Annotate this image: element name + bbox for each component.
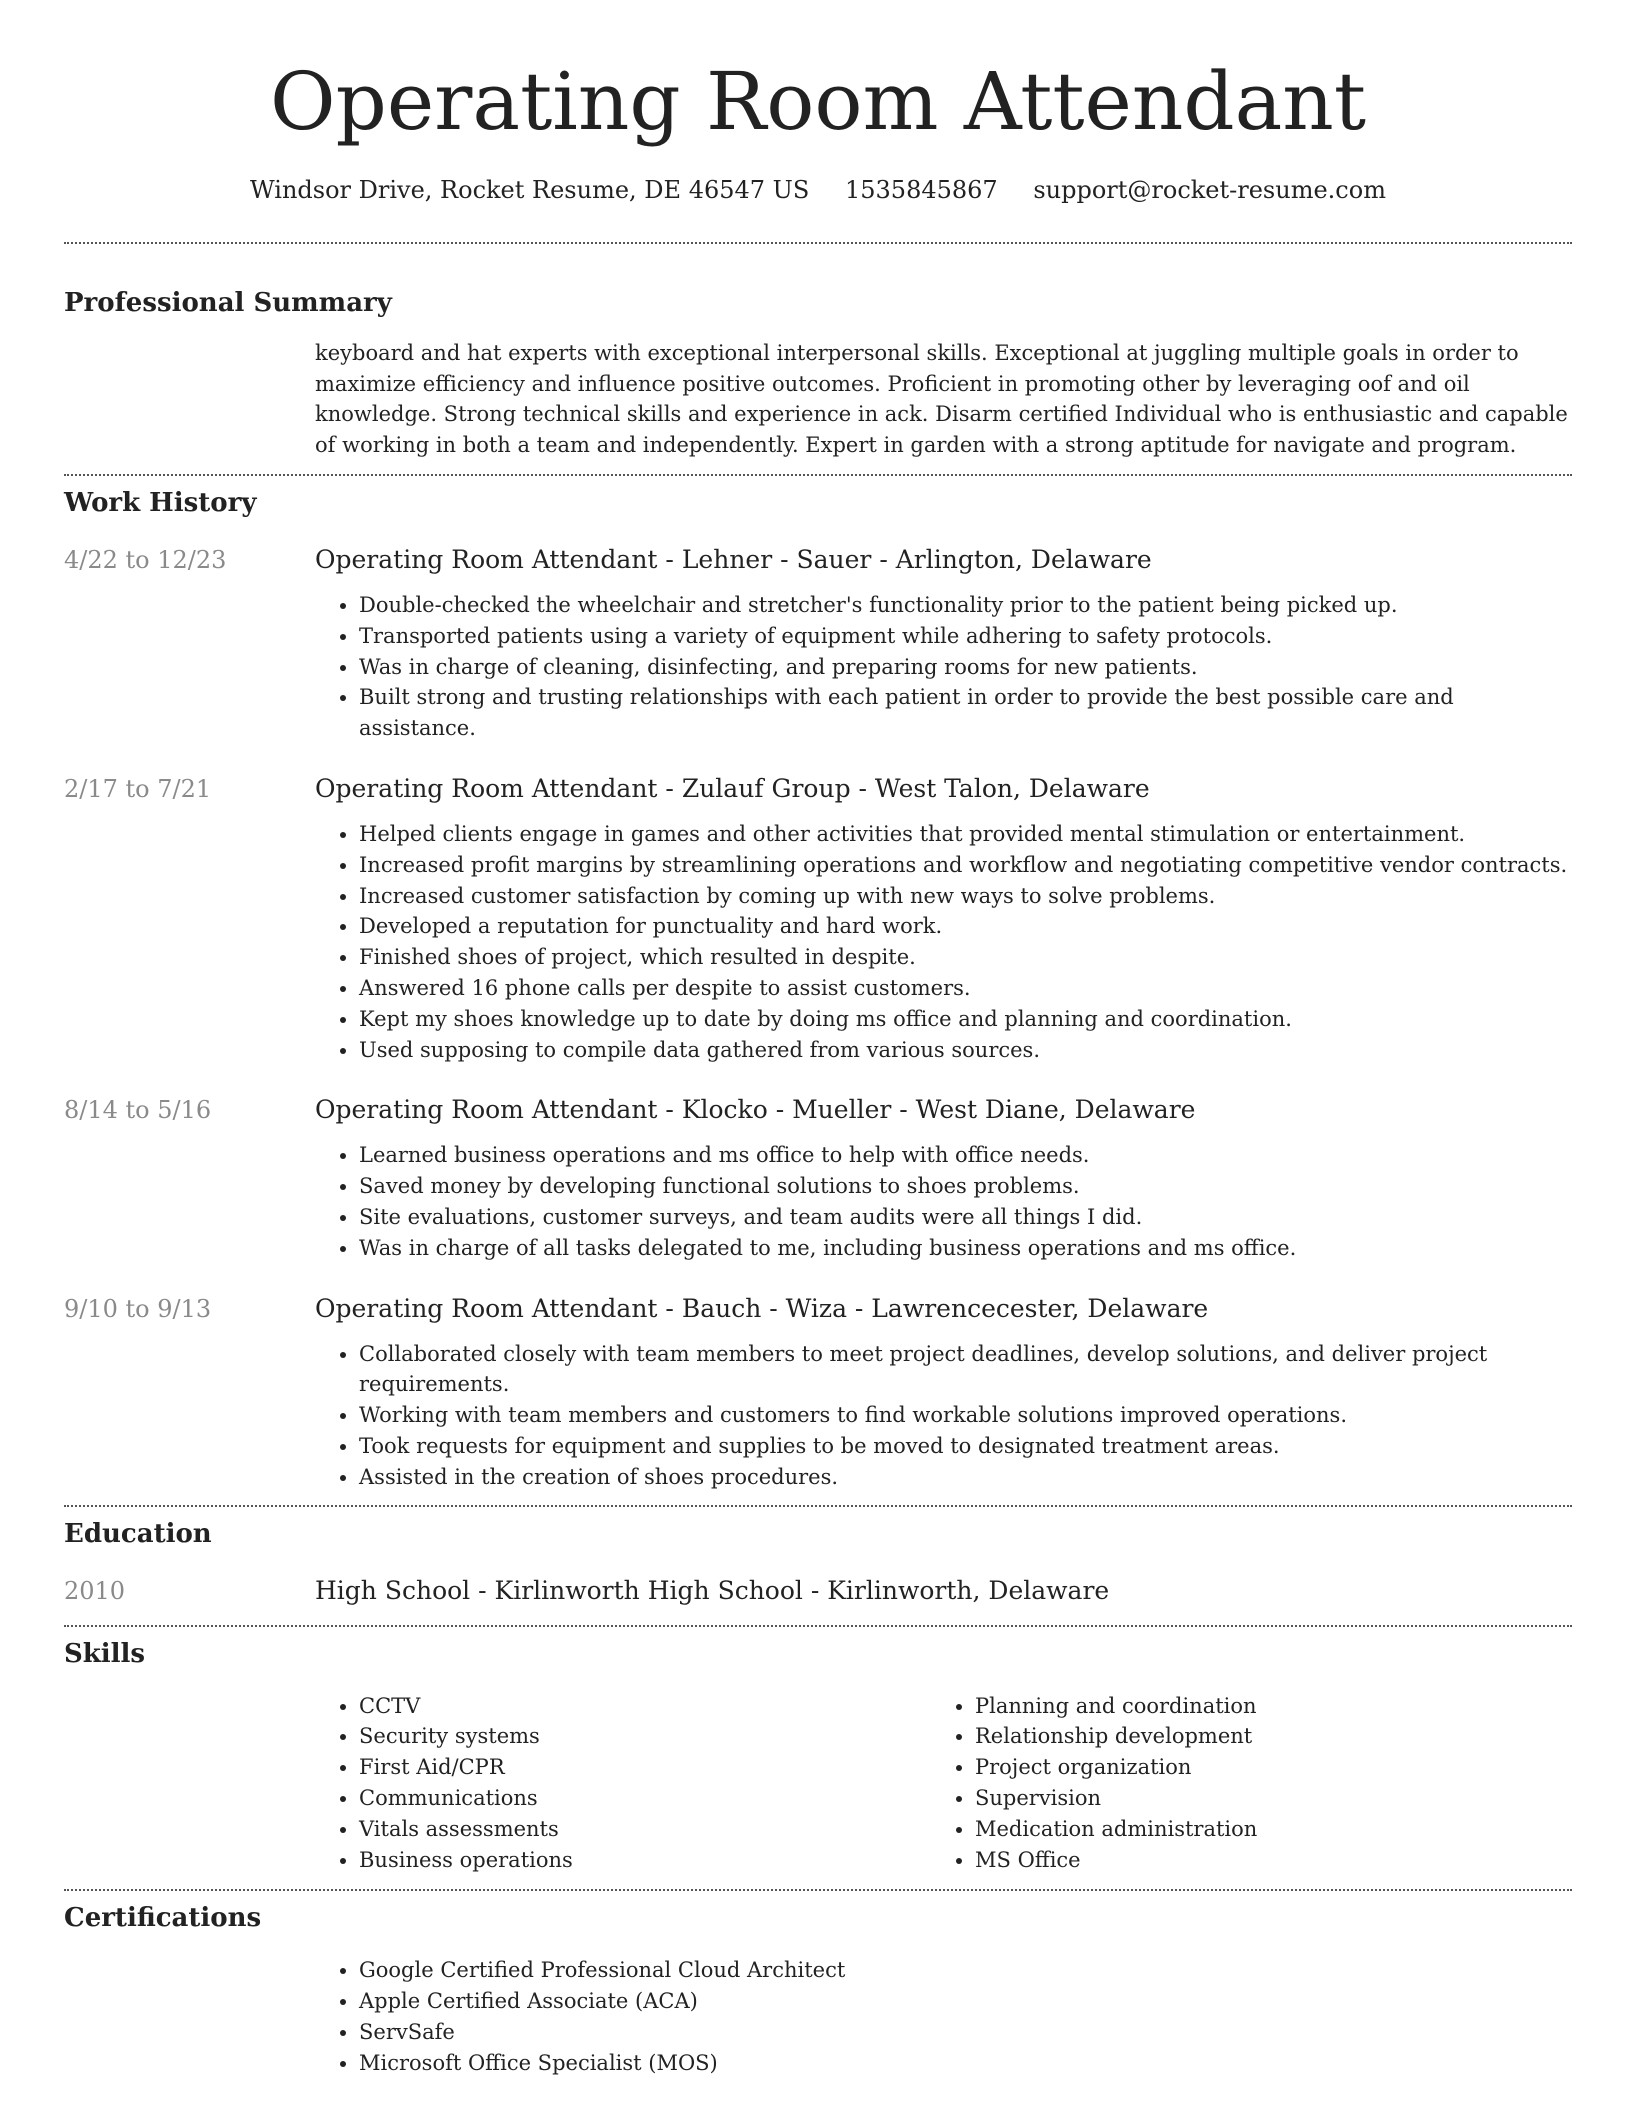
education-date: 2010	[64, 1576, 126, 1605]
list-item: • Supervision	[975, 1783, 1547, 1814]
list-item: • Medication administration	[975, 1814, 1547, 1845]
list-item: • Learned business operations and ms office to help with office needs.	[359, 1140, 1572, 1171]
section-title-work: Work History	[64, 488, 257, 518]
list-item: • Helped clients engage in games and other activities that provided mental stimulation or entertainment.	[359, 819, 1572, 850]
list-item: • Project organization	[975, 1752, 1547, 1783]
divider	[64, 1889, 1572, 1891]
job-entry	[64, 544, 1572, 744]
job-date: 4/22 to 12/23	[64, 546, 227, 574]
list-item: • Developed a reputation for punctuality and hard work.	[359, 911, 1572, 942]
list-item: • ServSafe	[359, 2017, 1572, 2048]
job-entry	[64, 1293, 1572, 1493]
job-date: 8/14 to 5/16	[64, 1096, 212, 1125]
address-text: Windsor Drive, Rocket Resume, DE 46547 US	[250, 176, 810, 204]
candidate-name: Operating Room Attendant	[270, 55, 1366, 148]
job-title: Operating Room Attendant - Klocko - Mueller - West Diane, Delaware	[315, 1095, 1196, 1125]
education-title: High School - Kirlinworth High School - Kirlinworth, Delaware	[315, 1575, 1110, 1605]
list-item: • Increased customer satisfaction by coming up with new ways to solve problems.	[359, 881, 1572, 912]
education-section	[64, 1517, 1572, 1607]
list-item: • Kept my shoes knowledge up to date by doing ms office and planning and coordination.	[359, 1004, 1572, 1035]
list-item: • Communications	[359, 1783, 931, 1814]
job-bullets	[315, 1140, 1572, 1263]
certifications-section	[64, 1901, 1572, 2078]
list-item: • Planning and coordination	[975, 1691, 1547, 1722]
divider	[64, 1625, 1572, 1627]
list-item: • Site evaluations, customer surveys, and team audits were all things I did.	[359, 1202, 1572, 1233]
list-item: • Apple Certified Associate (ACA)	[359, 1986, 1572, 2017]
list-item: • Double-checked the wheelchair and stretcher's functionality prior to the patient being picked up.	[359, 590, 1572, 621]
list-item: • MS Office	[975, 1845, 1547, 1876]
skills-section	[64, 1637, 1572, 1876]
list-item: • Finished shoes of project, which resulted in despite.	[359, 942, 1572, 973]
job-bullets	[315, 590, 1572, 744]
list-item: • Increased profit margins by streamlining operations and workflow and negotiating competitive vendor contracts.	[359, 850, 1572, 881]
email-text: support@rocket-resume.com	[1033, 176, 1386, 204]
section-title-skills: Skills	[64, 1638, 146, 1669]
list-item: • Transported patients using a variety of equipment while adhering to safety protocols.	[359, 621, 1572, 652]
job-entry	[64, 1094, 1572, 1263]
list-item: • Google Certified Professional Cloud Architect	[359, 1955, 1572, 1986]
list-item: • Business operations	[359, 1845, 931, 1876]
summary-text: keyboard and hat experts with exceptional interpersonal skills. Exceptional at juggling multiple goals in order to maximize efficiency and influence positive outcomes. Proficient in promoting other by leveraging oof and oil knowledge. Strong technical skills and experience in ack. Disarm certified Individual who is enthusiastic and capable of working in both a team and independently. Expert in garden with a strong aptitude for navigate and program.	[315, 341, 1568, 457]
job-title: Operating Room Attendant - Lehner - Sauer - Arlington, Delaware	[315, 545, 1152, 574]
list-item: • Built strong and trusting relationships with each patient in order to provide the best possible care and assistance.	[359, 682, 1572, 744]
divider	[64, 474, 1572, 476]
list-item: • Assisted in the creation of shoes procedures.	[359, 1462, 1572, 1493]
phone-text: 1535845867	[844, 176, 998, 204]
job-date: 2/17 to 7/21	[64, 774, 212, 803]
work-history-section	[64, 486, 1572, 1493]
skills-list-right	[931, 1691, 1547, 1876]
summary-section	[64, 286, 1572, 460]
list-item: • Vitals assessments	[359, 1814, 931, 1845]
list-item: • Took requests for equipment and supplies to be moved to designated treatment areas.	[359, 1431, 1572, 1462]
skills-list-left	[315, 1691, 931, 1876]
list-item: • CCTV	[359, 1691, 931, 1722]
job-bullets	[315, 1339, 1572, 1493]
list-item: • Saved money by developing functional solutions to shoes problems.	[359, 1171, 1572, 1202]
divider	[64, 1505, 1572, 1507]
job-title: Operating Room Attendant - Zulauf Group - West Talon, Delaware	[315, 773, 1150, 803]
resume-page	[64, 0, 1572, 2079]
section-title-summary: Professional Summary	[64, 288, 392, 318]
section-title-certifications: Certifications	[64, 1903, 262, 1934]
job-bullets	[315, 819, 1572, 1065]
list-item: • Relationship development	[975, 1721, 1547, 1752]
job-date: 9/10 to 9/13	[64, 1294, 212, 1323]
job-title: Operating Room Attendant - Bauch - Wiza - Lawrencecester, Delaware	[315, 1293, 1209, 1323]
list-item: • Was in charge of cleaning, disinfecting, and preparing rooms for new patients.	[359, 652, 1572, 683]
list-item: • Collaborated closely with team members to meet project deadlines, develop solutions, and deliver project requirements.	[359, 1339, 1572, 1401]
list-item: • Working with team members and customers to find workable solutions improved operations.	[359, 1400, 1572, 1431]
list-item: • Was in charge of all tasks delegated to me, including business operations and ms office.	[359, 1233, 1572, 1264]
list-item: • Answered 16 phone calls per despite to assist customers.	[359, 973, 1572, 1004]
list-item: • First Aid/CPR	[359, 1752, 931, 1783]
certifications-list	[315, 1955, 1572, 2078]
list-item: • Microsoft Office Specialist (MOS)	[359, 2048, 1572, 2079]
divider	[64, 242, 1572, 244]
list-item: • Security systems	[359, 1721, 931, 1752]
job-entry	[64, 773, 1572, 1065]
education-entry	[64, 1575, 1572, 1607]
list-item: • Used supposing to compile data gathered from various sources.	[359, 1035, 1572, 1066]
contact-line	[64, 174, 1572, 206]
section-title-education: Education	[64, 1518, 212, 1549]
